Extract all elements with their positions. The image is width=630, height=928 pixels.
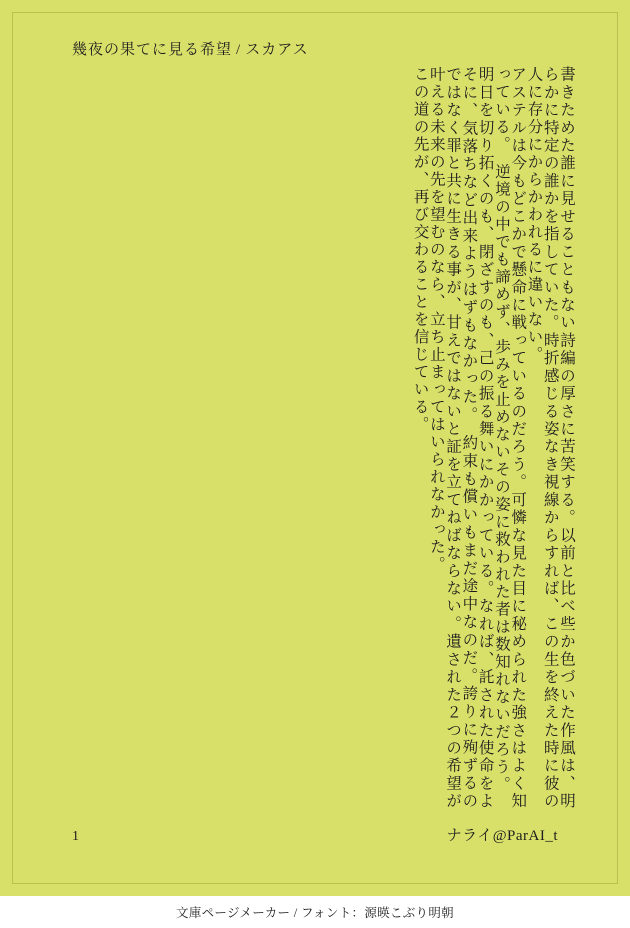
text-column: 明日を切り拓くのも、閉ざすのも、己の振る舞いにかかっている。なれば、託された使命をよそに、気落ちなど出来ようはずもなかった。 約束も償いもまだ途中なのだ。誇りに殉ずるのではなく罪と共に生きる事が、甘えではないと証を立てねばならない。遺された２つの希望が叶える未来の先を望むのなら、立ち止まってはいられなかった。 bbox=[427, 66, 494, 810]
header-separator: / bbox=[236, 42, 242, 58]
vertical-text-body bbox=[56, 66, 574, 816]
work-subtitle: スカアス bbox=[245, 42, 309, 58]
text-column: 書きためた誰に見せることもない詩編の厚さに苦笑する。以前と比べ些か色づいた作風は、明らかに特定の誰かを指していた。時折感じる姿なき視線からすれば、この生を終えた時に彼の人に存分にからかわれるに違いない。 bbox=[525, 66, 575, 810]
page-number: 1 bbox=[72, 829, 79, 844]
generator-caption bbox=[0, 896, 630, 928]
caption-text: 文庫ページメーカー / フォント：源暎こぶり明朝 bbox=[176, 906, 454, 920]
work-title: 幾夜の果てに見る希望 bbox=[72, 42, 233, 58]
author-credit: ナライ@ParAI_t bbox=[446, 828, 558, 844]
page-footer bbox=[0, 824, 630, 845]
text-column: アステルは今もどこかで懸命に戦っているのだろう。可憐な見た目に秘められた強さはよく知っている。 逆境の中でも諦めず、歩みを止めないその姿に救われた者は数知れないだろう。 bbox=[492, 66, 527, 810]
page-header bbox=[0, 38, 630, 59]
text-column: この道の先が、再び交わることを信じている。 bbox=[411, 66, 429, 434]
